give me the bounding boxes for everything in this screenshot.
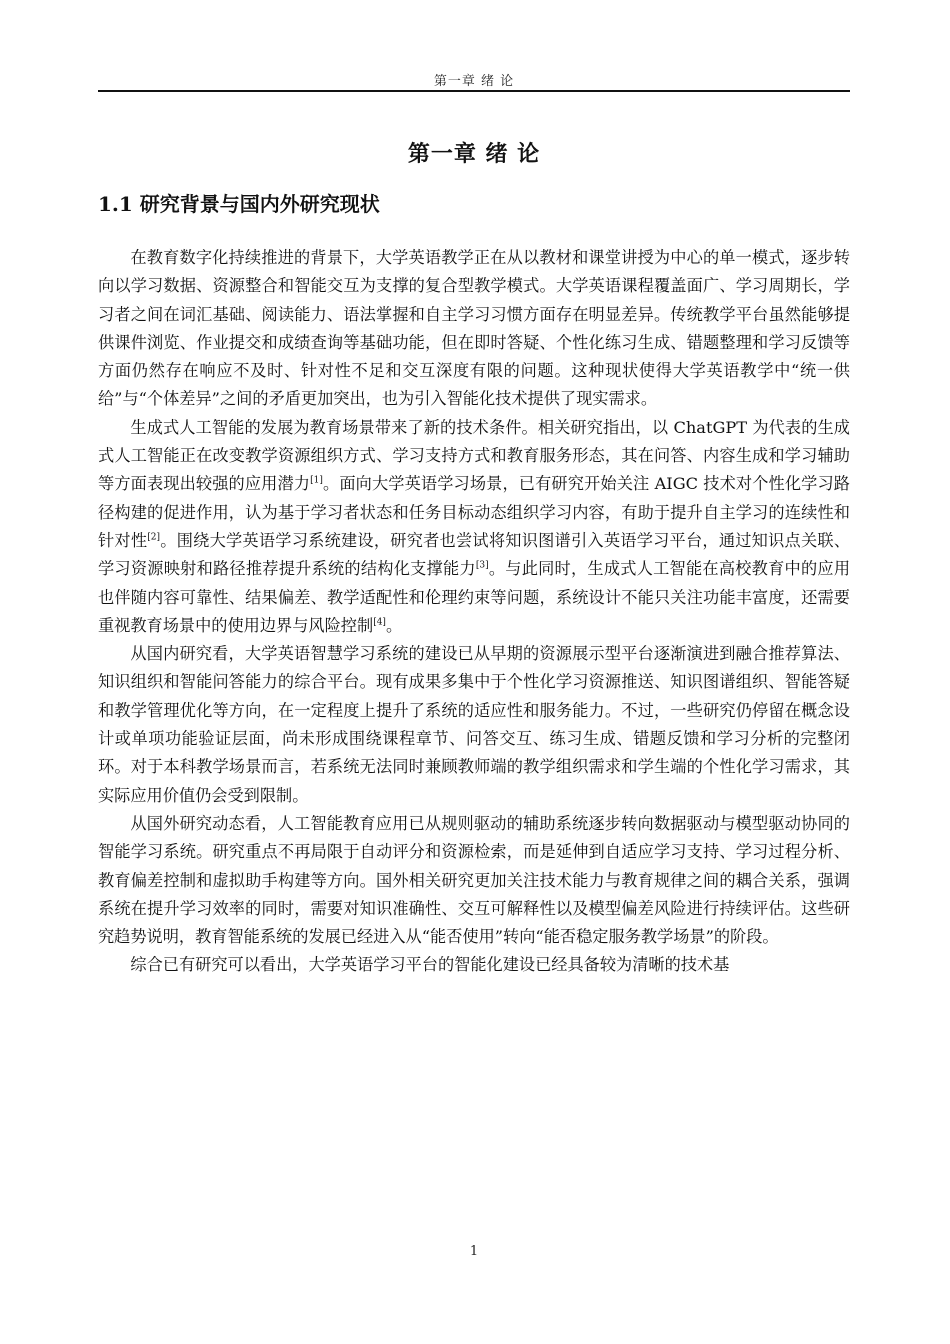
citation-4: [4] (373, 617, 386, 628)
page-number: 1 (469, 1244, 479, 1259)
paragraph-background: 在教育数字化持续推进的背景下，大学英语教学正在从以教材和课堂讲授为中心的单一模式，逐步转向以学习数据、资源整合和智能交互为支撑的复合型教学模式。大学英语课程覆盖面广、学习周期长，学习者之间在词汇基础、阅读能力、语法掌握和自主学习习惯方面存在明显差异。传统教学平台虽然能够提供课件浏览、作业提交和成绩查询等基础功能，但在即时答疑、个性化练习生成、错题整理和学习反馈等方面仍然存在响应不及时、针对性不足和交互深度有限的问题。这种现状使得大学英语教学中“统一供给”与“个体差异”之间的矛盾更加突出，也为引入智能化技术提供了现实需求。 (98, 248, 850, 409)
body-text (98, 244, 850, 980)
citation-1: [1] (310, 475, 323, 486)
paragraph-segment: 。 (385, 615, 403, 635)
running-header: 第一章 绪 论 (433, 74, 515, 89)
paragraph-generative-ai (98, 414, 850, 640)
chapter-title: 第一章 绪 论 (407, 141, 541, 167)
citation-2: [2] (147, 532, 161, 543)
paragraph-segment: 生成式人工智能的发展为教育场景带来了新的技术条件。相关研究指出，以 ChatGPT 为代表的生成式人工智能正在改变教学资源组织方式、学习支持方式和教育服务形态，其在问答、内容生成和学习辅助等方面表现出较强的应用潜力 (98, 417, 850, 494)
paragraph-domestic-research: 从国内研究看，大学英语智慧学习系统的建设已从早期的资源展示型平台逐渐演进到融合推荐算法、知识组织和智能问答能力的综合平台。现有成果多集中于个性化学习资源推送、知识图谱组织、智能答疑和教学管理优化等方向，在一定程度上提升了系统的适应性和服务能力。不过，一些研究仍停留在概念设计或单项功能验证层面，尚未形成围绕课程章节、问答交互、练习生成、错题反馈和学习分析的完整闭环。对于本科教学场景而言，若系统无法同时兼顾教师端的教学组织需求和学生端的个性化学习需求，其实际应用价值仍会受到限制。 (98, 644, 850, 805)
section-title: 1.1 研究背景与国内外研究现状 (98, 192, 380, 216)
paragraph-segment: 。围绕大学英语学习系统建设，研究者也尝试将知识图谱引入英语学习平台，通过知识点关联、学习资源映射和路径推荐提升系统的结构化支撑能力 (98, 530, 851, 579)
citation-3: [3] (475, 560, 489, 571)
paragraph-summary: 综合已有研究可以看出，大学英语学习平台的智能化建设已经具备较为清晰的技术基 (130, 955, 730, 975)
paragraph-foreign-research: 从国外研究动态看，人工智能教育应用已从规则驱动的辅助系统逐步转向数据驱动与模型驱动协同的智能学习系统。研究重点不再局限于自动评分和资源检索，而是延伸到自适应学习支持、学习过程分析、教育偏差控制和虚拟助手构建等方向。国外相关研究更加关注技术能力与教育规律之间的耦合关系，强调系统在提升学习效率的同时，需要对知识准确性、交互可解释性以及模型偏差风险进行持续评估。这些研究趋势说明，教育智能系统的发展已经进入从“能否使用”转向“能否稳定服务教学场景”的阶段。 (98, 813, 850, 947)
header-divider (98, 90, 850, 92)
paragraph-segment: 。面向大学英语学习场景，已有研究开始关注 AIGC 技术对个性化学习路径构建的促进作用，认为基于学习者状态和任务目标动态组织学习内容，有助于提升自主学习的连续性和针对性 (98, 474, 850, 550)
paragraph-segment: 。与此同时，生成式人工智能在高校教育中的应用也伴随内容可靠性、结果偏差、教学适配性和伦理约束等问题，系统设计不能只关注功能丰富度，还需要重视教育场景中的使用边界与风险控制 (98, 559, 851, 635)
